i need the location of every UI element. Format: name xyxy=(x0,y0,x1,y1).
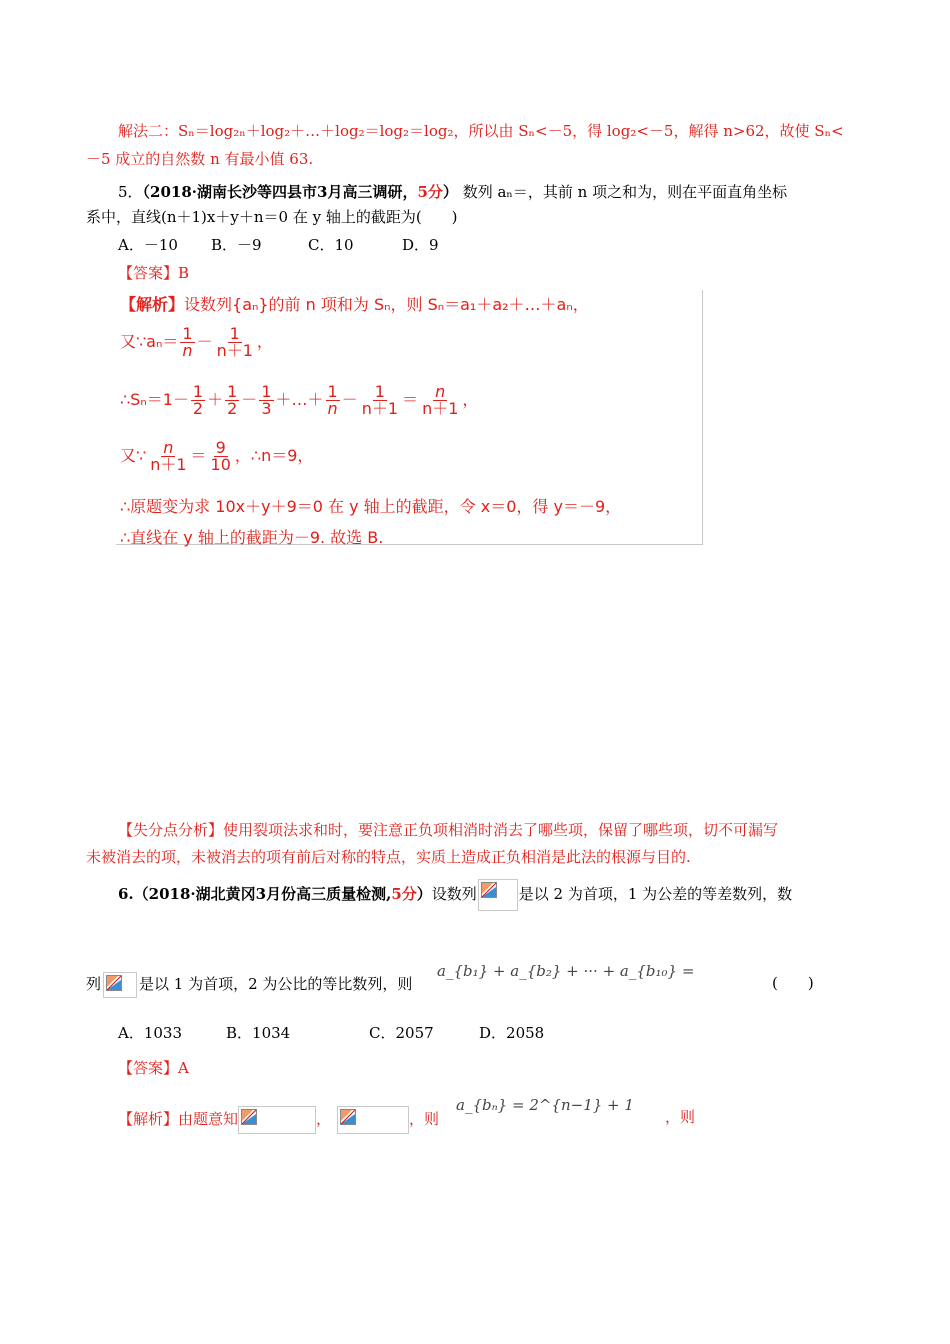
q5-sol-l2-minus: － xyxy=(196,332,213,351)
q5-close: ） xyxy=(442,183,458,201)
q6-answer-value: A xyxy=(178,1059,189,1077)
q5-option-d: D．9 xyxy=(402,236,439,254)
error-analysis-line2: 未被消去的项，未被消去的项有前后对称的特点，实质上造成正负相消是此法的根源与目的. xyxy=(86,848,691,866)
q5-sol-l4-eq: ＝ xyxy=(190,446,207,465)
q5-stem1: 数列 aₙ＝，其前 n 项之和为，则在平面直角坐标 xyxy=(462,183,788,201)
frac-den: n＋1 xyxy=(216,341,253,360)
q6-stem2a: 列 xyxy=(86,975,102,993)
frac-num: 1 xyxy=(182,324,193,343)
q6-solution-text: 由题意知 xyxy=(178,1110,239,1128)
fraction xyxy=(180,326,194,359)
q6-source: （2018·湖北黄冈3月份高三质量检测, xyxy=(133,885,392,903)
q6-solution-formula: a_{bₙ} = 2^{n−1} + 1 xyxy=(456,1096,634,1114)
fraction xyxy=(209,440,233,473)
q6-stem-formula: a_{b₁} + a_{b₂} + ··· + a_{b₁₀} = xyxy=(437,962,695,980)
q5-sol-l3-mid: ＋…＋ xyxy=(275,390,324,409)
frac-den: 2 xyxy=(192,399,204,418)
broken-image-icon xyxy=(106,975,122,991)
q5-option-a: A．－10 xyxy=(118,236,178,254)
q5-sol-l4-post: ，∴n＝9， xyxy=(234,446,314,465)
fraction xyxy=(191,384,205,417)
frac-den: n＋1 xyxy=(150,455,187,474)
q6-option-a: A．1033 xyxy=(118,1024,183,1042)
q5-answer xyxy=(118,262,189,284)
broken-image-icon xyxy=(340,1109,356,1125)
method2-line2: －5 成立的自然数 n 有最小值 63. xyxy=(86,150,314,168)
frac-num: 1 xyxy=(261,382,272,401)
q5-score: 5分 xyxy=(417,183,443,201)
q5-sol-l3-minus2: － xyxy=(341,390,358,409)
frac-num: 1 xyxy=(192,382,204,401)
broken-image-icon xyxy=(241,1109,257,1125)
q5-sol-l3-minus: － xyxy=(241,390,258,409)
fraction xyxy=(360,384,400,417)
broken-image-an-formula xyxy=(238,1106,316,1134)
q5-solution-line1 xyxy=(120,292,589,315)
q6-option-c: C．2057 xyxy=(369,1024,434,1042)
q5-option-b: B．－9 xyxy=(211,236,262,254)
fraction xyxy=(259,384,273,417)
q5-sol-l4-pre: 又∵ xyxy=(120,446,147,465)
q5-solution-line3 xyxy=(120,384,478,417)
broken-image-an xyxy=(478,879,518,911)
q5-stem2: 系中，直线(n＋1)x＋y＋n＝0 在 y 轴上的截距为( ) xyxy=(86,208,458,226)
q6-solution xyxy=(118,1106,439,1134)
q6-stem1b: 是以 2 为首项，1 为公差的等差数列，数 xyxy=(518,885,793,903)
fraction xyxy=(326,384,340,417)
frac-den: n xyxy=(327,399,338,418)
q5-sol-l2-post: ， xyxy=(256,332,273,351)
frac-den: n xyxy=(182,341,193,360)
q6-answer-label: 【答案】 xyxy=(118,1059,179,1077)
q6-stem2 xyxy=(86,972,412,998)
q6-solution-then2: ，则 xyxy=(665,1108,696,1126)
method2-line1: 解法二：Sₙ＝log₂ₙ＋log₂＋…＋log₂＝log₂＝log₂，所以由 Sₙ<－5，得 log₂<－5，解得 n>62，故使 Sₙ< xyxy=(118,122,844,140)
broken-image-bn-formula xyxy=(337,1106,409,1134)
q5-solution-line6: ∴直线在 y 轴上的截距为－9. 故选 B. xyxy=(120,528,384,547)
q5-header xyxy=(118,181,787,203)
q6-solution-comma: ， xyxy=(316,1110,332,1128)
q5-solution-line2 xyxy=(120,326,273,359)
fraction xyxy=(225,384,239,417)
q5-solution-l1: 设数列{aₙ}的前 n 项和为 Sₙ，则 Sₙ＝a₁＋a₂＋…＋aₙ， xyxy=(184,295,589,314)
q5-solution-line4 xyxy=(120,440,313,473)
q6-answer xyxy=(118,1057,189,1079)
q6-solution-label: 【解析】 xyxy=(118,1110,179,1128)
q5-options xyxy=(118,234,439,256)
frac-den: n＋1 xyxy=(361,399,399,418)
q6-close: ） xyxy=(416,885,432,903)
q6-paren: ( ) xyxy=(772,974,814,992)
q6-solution-then: ，则 xyxy=(409,1110,440,1128)
frac-num: n xyxy=(163,438,174,457)
q5-sol-l3-post: ， xyxy=(462,390,479,409)
q5-sol-l3-pre: ∴Sₙ＝1－ xyxy=(120,390,189,409)
error-analysis-line1: 【失分点分析】使用裂项法求和时，要注意正负项相消时消去了哪些项，保留了哪些项，切不可漏写 xyxy=(118,821,779,839)
frac-num: 1 xyxy=(229,324,240,343)
q5-number: 5． xyxy=(118,183,143,201)
fraction xyxy=(420,384,460,417)
q6-options xyxy=(118,1022,544,1044)
broken-image-icon xyxy=(481,882,497,898)
frac-den: n＋1 xyxy=(422,399,459,418)
broken-image-bn xyxy=(103,972,137,998)
q5-solution-label: 【解析】 xyxy=(120,295,185,314)
q6-stem2b: 是以 1 为首项，2 为公比的等比数列，则 xyxy=(139,975,413,993)
frac-num: 1 xyxy=(374,382,385,401)
q6-header xyxy=(118,879,792,911)
q5-answer-value: B xyxy=(178,264,190,282)
q6-score: 5分 xyxy=(391,885,417,903)
fraction xyxy=(148,440,188,473)
q5-source: （2018·湖南长沙等四县市3月高三调研， xyxy=(142,183,418,201)
q6-number: 6. xyxy=(118,885,134,903)
q5-option-c: C．10 xyxy=(308,236,354,254)
q6-option-b: B．1034 xyxy=(226,1024,291,1042)
frac-num: 1 xyxy=(327,382,338,401)
fraction xyxy=(215,326,255,359)
q5-sol-l3-eq: ＝ xyxy=(402,390,419,409)
q6-stem1a: 设数列 xyxy=(431,885,477,903)
q5-sol-l2-pre: 又∵aₙ＝ xyxy=(120,332,179,351)
frac-num: 9 xyxy=(215,438,226,457)
q5-solution-line5: ∴原题变为求 10x＋y＋9＝0 在 y 轴上的截距，令 x＝0，得 y＝－9， xyxy=(120,497,622,516)
frac-den: 3 xyxy=(261,399,272,418)
frac-den: 2 xyxy=(227,399,238,418)
q5-answer-label: 【答案】 xyxy=(118,264,179,282)
frac-num: n xyxy=(435,382,446,401)
q5-sol-l3-plus: ＋ xyxy=(207,390,224,409)
frac-den: 10 xyxy=(210,455,231,474)
q6-option-d: D．2058 xyxy=(479,1024,545,1042)
frac-num: 1 xyxy=(227,382,238,401)
